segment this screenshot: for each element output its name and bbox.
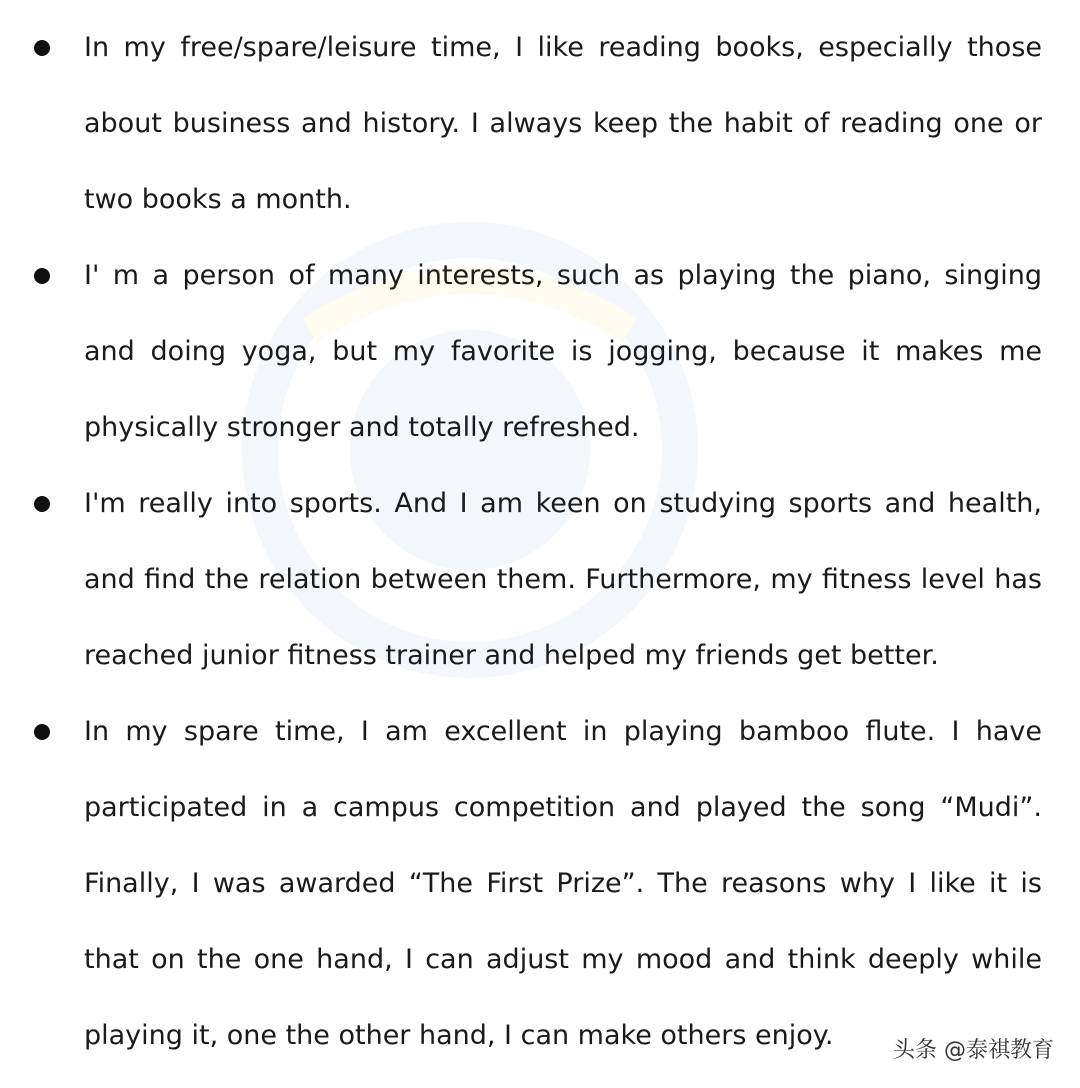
paragraph-text: In my free/spare/leisure time, I like reading books, especially those about business and history. I always keep the habit of reading one or two books a month. [84,32,1042,215]
paragraph-text: In my spare time, I am excellent in playing bamboo flute. I have participated in a campus competition and played the song “Mudi”. Finally, I was awarded “The First Prize”. The reasons why I like it is that on the one hand, I can adjust my mood and think deeply while playing it, one the other hand, I can make others enjoy. [84,716,1042,1051]
bullet-icon [34,496,50,512]
bullet-icon [34,724,50,740]
bullet-icon [34,268,50,284]
paragraph-text: I'm really into sports. And I am keen on studying sports and health, and find the relation between them. Furthermore, my fitness level has reached junior fitness trainer and helped my friends get better. [84,488,1042,671]
bullet-icon [34,40,50,56]
source-watermark-label: 头条 @泰祺教育 [893,1038,1054,1063]
paragraph-text: I' m a person of many interests, such as playing the piano, singing and doing yoga, but my favorite is jogging, because it makes me physically stronger and totally refreshed. [84,260,1042,443]
